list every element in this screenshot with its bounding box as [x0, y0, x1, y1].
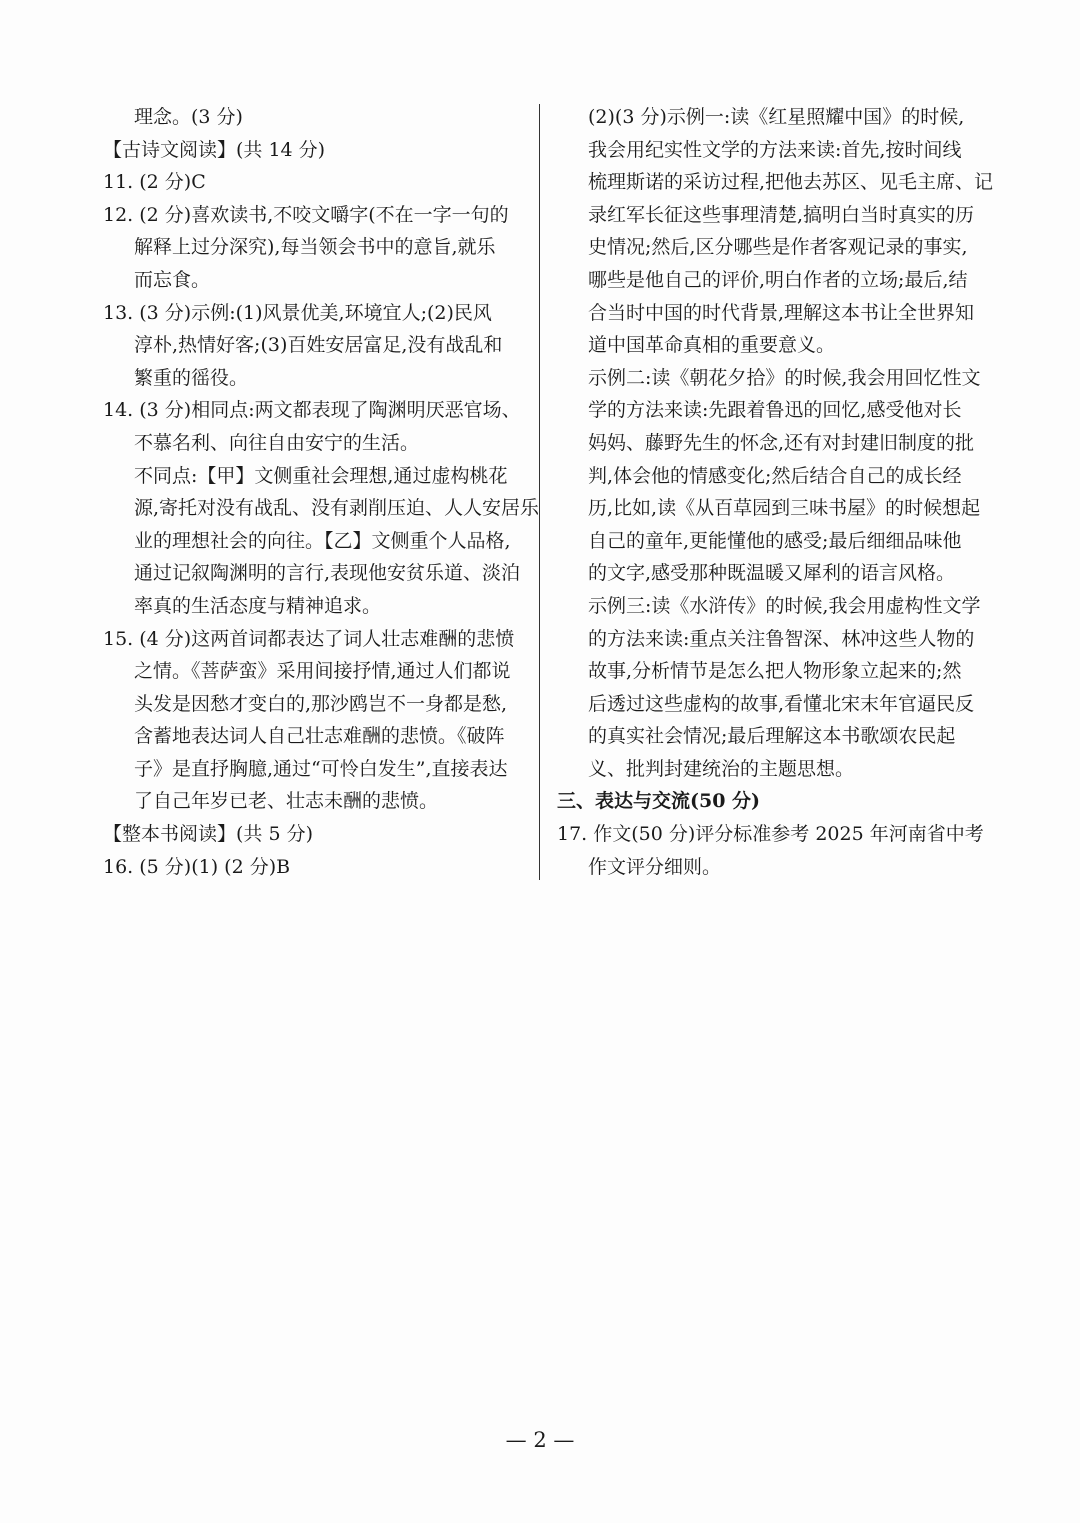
- text-line: 了自己年岁已老、壮志未酬的悲愤。: [134, 790, 439, 813]
- text-line: 道中国革命真相的重要意义。: [588, 334, 836, 357]
- text-line: 通过记叙陶渊明的言行,表现他安贫乐道、淡泊: [134, 562, 521, 585]
- text-line: 后透过这些虚构的故事,看懂北宋末年官逼民反: [588, 692, 975, 715]
- text-line: 【整本书阅读】(共 5 分): [103, 823, 313, 846]
- text-line: 录红军长征这些事理清楚,搞明白当时真实的历: [588, 203, 975, 226]
- text-line: 判,体会他的情感变化;然后结合自己的成长经: [588, 464, 962, 487]
- page-number: — 2 —: [505, 1428, 575, 1452]
- text-line: 示例二:读《朝花夕拾》的时候,我会用回忆性文: [588, 366, 981, 389]
- text-line: 的方法来读:重点关注鲁智深、林冲这些人物的: [588, 627, 975, 650]
- text-line: 【古诗文阅读】(共 14 分): [103, 138, 326, 161]
- text-line: 我会用纪实性文学的方法来读:首先,按时间线: [588, 138, 962, 161]
- text-line: 哪些是他自己的评价,明白作者的立场;最后,结: [588, 268, 968, 291]
- column-divider: [539, 104, 540, 880]
- text-line: 的真实社会情况;最后理解这本书歌颂农民起: [588, 725, 956, 748]
- left-column: [103, 101, 540, 883]
- text-line: 三、表达与交流(50 分): [557, 790, 761, 813]
- text-line: 梳理斯诺的采访过程,把他去苏区、见毛主席、记: [588, 171, 994, 194]
- text-line: 历,比如,读《从百草园到三味书屋》的时候想起: [588, 497, 981, 520]
- text-line: 之情。《菩萨蛮》采用间接抒情,通过人们都说: [134, 660, 511, 683]
- text-line: 源,寄托对没有战乱、没有剥削压迫、人人安居乐: [134, 497, 540, 520]
- text-line: 含蓄地表达词人自己壮志难酬的悲愤。《破阵: [134, 725, 505, 748]
- text-line: 14. (3 分)相同点:两文都表现了陶渊明厌恶官场、: [103, 399, 521, 422]
- text-line: 学的方法来读:先跟着鲁迅的回忆,感受他对长: [588, 399, 962, 422]
- text-line: 12. (2 分)喜欢读书,不咬文嚼字(不在一字一句的: [103, 203, 509, 226]
- text-line: 史情况;然后,区分哪些是作者客观记录的事实,: [588, 236, 968, 259]
- text-line: 的文字,感受那种既温暖又犀利的语言风格。: [588, 562, 956, 585]
- text-line: 作文评分细则。: [588, 855, 722, 878]
- text-line: (2)(3 分)示例一:读《红星照耀中国》的时候,: [588, 106, 965, 128]
- text-line: 理念。(3 分): [134, 106, 243, 128]
- text-line: 13. (3 分)示例:(1)风景优美,环境宜人;(2)民风: [103, 301, 492, 324]
- text-line: 15. (4 分)这两首词都表达了词人壮志难酬的悲愤: [103, 627, 515, 650]
- text-line: 业的理想社会的向往。【乙】文侧重个人品格,: [134, 529, 511, 552]
- text-line: 不慕名利、向往自由安宁的生活。: [134, 431, 420, 454]
- text-line: 妈妈、藤野先生的怀念,还有对封建旧制度的批: [588, 431, 975, 454]
- text-line: 故事,分析情节是怎么把人物形象立起来的;然: [588, 660, 962, 683]
- text-line: 子》是直抒胸臆,通过“可怜白发生”,直接表达: [134, 757, 508, 780]
- right-column: [557, 101, 994, 883]
- text-line: 不同点:【甲】文侧重社会理想,通过虚构桃花: [134, 464, 508, 487]
- text-line: 率真的生活态度与精神追求。: [134, 594, 382, 617]
- text-line: 而忘食。: [134, 268, 211, 291]
- text-line: 17. 作文(50 分)评分标准参考 2025 年河南省中考: [557, 823, 984, 846]
- text-line: 繁重的徭役。: [134, 366, 249, 389]
- text-line: 义、批判封建统治的主题思想。: [588, 757, 855, 780]
- text-line: 合当时中国的时代背景,理解这本书让全世界知: [588, 301, 975, 324]
- text-line: 自己的童年,更能懂他的感受;最后细细品味他: [588, 529, 962, 552]
- text-line: 淳朴,热情好客;(3)百姓安居富足,没有战乱和: [134, 334, 503, 357]
- text-line: 解释上过分深究),每当领会书中的意旨,就乐: [134, 236, 496, 259]
- text-line: 16. (5 分)(1) (2 分)B: [103, 855, 291, 878]
- text-line: 示例三:读《水浒传》的时候,我会用虚构性文学: [588, 594, 981, 617]
- text-line: 头发是因愁才变白的,那沙鸥岂不一身都是愁,: [134, 692, 508, 715]
- text-line: 11. (2 分)C: [103, 171, 206, 194]
